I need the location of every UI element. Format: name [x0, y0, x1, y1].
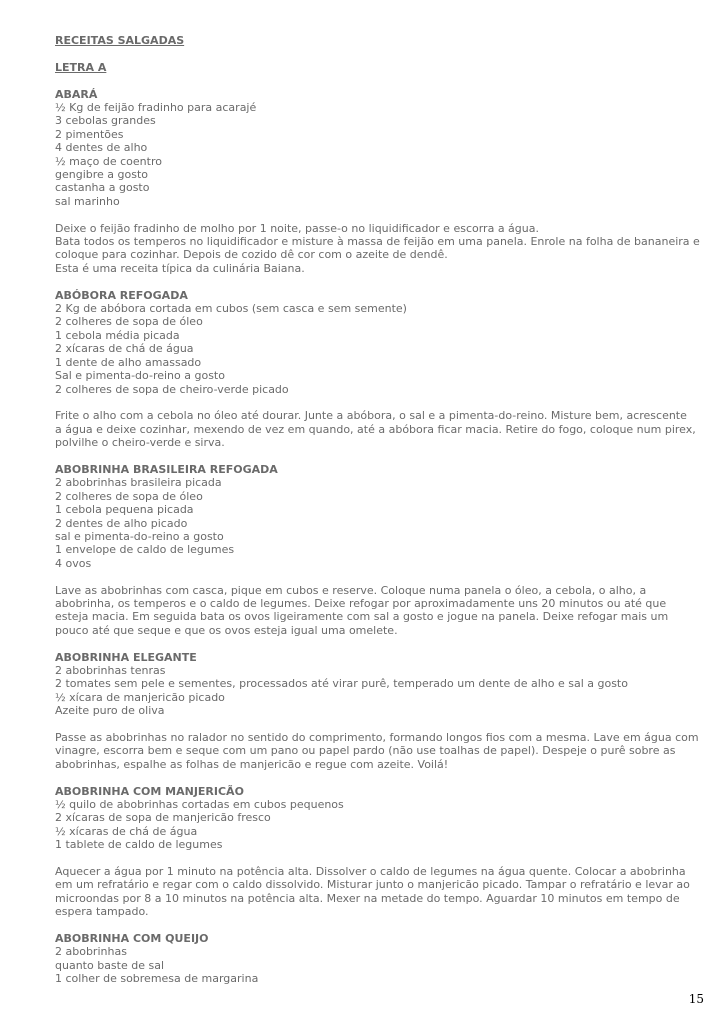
recipe-method: [55, 865, 715, 919]
ingredient-line: 2 colheres de sopa de óleo: [55, 489, 203, 503]
recipe: [55, 463, 715, 637]
method-line: Frite o alho com a cebola no óleo até dourar. Junte a abóbora, o sal e a pimenta-do-reino. Misture bem, acrescente: [55, 409, 687, 423]
method-line: Bata todos os temperos no liquidificador e misture à massa de feijão em uma panela. Enrole na folha de bananeira e: [55, 235, 700, 249]
ingredient-line: ½ xícara de manjericão picado: [55, 690, 225, 704]
method-line: espera tampado.: [55, 905, 149, 919]
ingredient-line: ½ quilo de abobrinhas cortadas em cubos pequenos: [55, 798, 344, 811]
method-line: abobrinha, os temperos e o caldo de legumes. Deixe refogar por aproximadamente uns 20 minutos ou até que: [55, 596, 667, 610]
method-line: Deixe o feijão fradinho de molho por 1 noite, passe-o no liquidificador e escorra a água.: [55, 221, 539, 235]
recipe-title: ABOBRINHA COM MANJERICÃO: [55, 784, 244, 798]
recipe-title: ABOBRINHA ELEGANTE: [55, 650, 197, 664]
ingredient-line: 2 colheres de sopa de óleo: [55, 315, 203, 329]
page-number: 15: [688, 992, 704, 1006]
method-line: a água e deixe cozinhar, mexendo de vez em quando, até a abóbora ficar macia. Retire do fogo, coloque num pirex,: [55, 422, 696, 436]
ingredient-line: 4 dentes de alho: [55, 141, 148, 155]
ingredient-line: 1 cebola média picada: [55, 328, 180, 342]
ingredient-line: ½ maço de coentro: [55, 154, 162, 168]
ingredient-line: castanha a gosto: [55, 181, 150, 195]
recipe-list: [55, 88, 715, 986]
ingredient-line: sal marinho: [55, 194, 120, 208]
ingredient-line: 2 xícaras de chá de água: [55, 342, 194, 356]
ingredient-line: 2 Kg de abóbora cortada em cubos (sem casca e sem semente): [55, 302, 407, 316]
method-line: Lave as abobrinhas com casca, pique em cubos e reserve. Coloque numa panela o óleo, a cebola, o alho, a: [55, 583, 647, 597]
ingredient-line: 4 ovos: [55, 556, 92, 570]
method-line: vinagre, escorra bem e seque com um pano ou papel pardo (não use toalhas de papel). Despeje o purê sobre as: [55, 744, 676, 758]
ingredient-line: 2 abobrinhas brasileira picada: [55, 476, 222, 490]
method-line: em um refratário e regar com o caldo dissolvido. Misturar junto o manjericão picado. Tampar o refratário e levar ao: [55, 878, 690, 892]
method-line: Esta é uma receita típica da culinária Baiana.: [55, 261, 305, 275]
ingredient-line: 1 cebola pequena picada: [55, 503, 194, 517]
recipe: [55, 88, 715, 276]
method-line: Aquecer a água por 1 minuto na potência alta. Dissolver o caldo de legumes na água quente. Colocar a abobrinha: [55, 865, 686, 879]
recipe-method: [55, 731, 715, 771]
ingredient-line: quanto baste de sal: [55, 958, 165, 972]
method-line: pouco até que seque e que os ovos esteja igual uma omelete.: [55, 623, 398, 637]
recipe-title: ABARÁ: [55, 87, 98, 101]
section-title: RECEITAS SALGADAS: [55, 34, 185, 47]
method-line: esteja macia. Em seguida bata os ovos ligeiramente com sal a gosto e jogue na panela. Deixe refogar mais um: [55, 610, 669, 624]
method-line: polvilhe o cheiro-verde e sirva.: [55, 436, 225, 450]
recipe-title: ABÓBORA REFOGADA: [55, 288, 188, 302]
method-line: coloque para cozinhar. Depois de cozido dê cor com o azeite de dendê.: [55, 248, 448, 262]
letter-title: LETRA A: [55, 60, 107, 74]
recipe-title: ABOBRINHA COM QUEIJO: [55, 932, 209, 946]
ingredient-line: 1 colher de sobremesa de margarina: [55, 972, 259, 986]
ingredient-line: 2 dentes de alho picado: [55, 516, 188, 530]
ingredient-line: 2 abobrinhas: [55, 945, 127, 959]
ingredient-line: Azeite puro de oliva: [55, 704, 165, 718]
document-page: [55, 34, 715, 999]
recipe-method: [55, 409, 715, 449]
ingredient-line: 2 colheres de sopa de cheiro-verde picado: [55, 382, 289, 396]
method-line: abobrinhas, espalhe as folhas de manjericão e regue com azeite. Voilá!: [55, 757, 449, 771]
ingredient-line: 1 dente de alho amassado: [55, 355, 202, 369]
ingredient-line: 2 pimentões: [55, 127, 124, 141]
ingredient-line: Sal e pimenta-do-reino a gosto: [55, 369, 225, 383]
recipe: [55, 785, 715, 919]
ingredient-line: sal e pimenta-do-reino a gosto: [55, 529, 224, 543]
recipe-method: [55, 584, 715, 638]
ingredient-line: gengibre a gosto: [55, 168, 149, 182]
ingredient-line: 3 cebolas grandes: [55, 114, 156, 128]
ingredient-line: 2 abobrinhas tenras: [55, 663, 166, 677]
ingredient-line: 2 xícaras de sopa de manjericão fresco: [55, 811, 271, 825]
recipe: [55, 289, 715, 450]
ingredient-line: 1 envelope de caldo de legumes: [55, 543, 235, 557]
ingredient-line: 1 tablete de caldo de legumes: [55, 838, 223, 852]
recipe: [55, 651, 715, 772]
recipe-method: [55, 222, 715, 276]
method-line: microondas por 8 a 10 minutos na potência alta. Mexer na metade do tempo. Aguardar 10 minutos em tempo de: [55, 891, 680, 905]
recipe-title: ABOBRINHA BRASILEIRA REFOGADA: [55, 462, 278, 476]
ingredient-line: 2 tomates sem pele e sementes, processados até virar purê, temperado um dente de alho e sal a gosto: [55, 677, 628, 691]
ingredient-line: ½ xícaras de chá de água: [55, 824, 198, 838]
method-line: Passe as abobrinhas no ralador no sentido do comprimento, formando longos fios com a mesma. Lave em água com: [55, 730, 699, 744]
recipe: [55, 932, 715, 986]
ingredient-line: ½ Kg de feijão fradinho para acarajé: [55, 101, 257, 114]
